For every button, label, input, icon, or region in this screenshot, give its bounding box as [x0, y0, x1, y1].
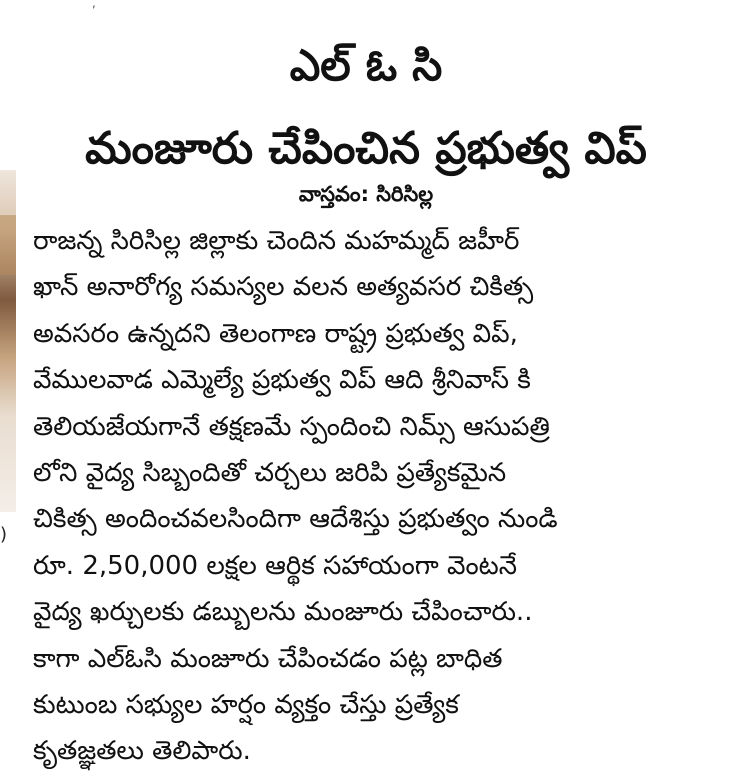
headline-line-2: మంజూరు చేపించిన ప్రభుత్వ విప్ [85, 123, 647, 174]
body-line: అవసరం ఉన్నదని తెలంగాణ రాష్ట్ర ప్రభుత్వ విప్, [33, 318, 518, 349]
body-line: కాగా ఎల్ఓసి మంజూరు చేపించడం పట్ల బాధిత [33, 643, 503, 674]
body-line: రూ. 2,50,000 లక్షల ఆర్థిక సహాయంగా వెంటనే [33, 550, 517, 581]
adjacent-photo-edge [0, 170, 16, 512]
article-body [33, 218, 673, 775]
body-line: ఖాన్ అనారోగ్య సమస్యల వలన అత్యవసర చికిత్స [33, 272, 534, 303]
body-line: వైద్య ఖర్చులకు డబ్బులను మంజూరు చేపించారు.. [33, 597, 533, 628]
body-line: కుటుంబ సభ్యుల హర్షం వ్యక్తం చేస్తు ప్రత్యేక [33, 689, 459, 720]
body-line: లోని వైద్య సిబ్బందితో చర్చలు జరిపి ప్రత్యేకమైన [33, 457, 507, 488]
adjacent-column-glyph: ) [0, 524, 8, 545]
body-line: కృతజ్ఞతలు తెలిపారు. [33, 736, 251, 767]
body-line: చికిత్స అందించవలసిందిగా ఆదేశిస్తు ప్రభుత్వం నుండి [33, 504, 558, 535]
body-line: వేములవాడ ఎమ్మెల్యే ప్రభుత్వ విప్ ఆది శ్రీనివాస్ కి [33, 365, 531, 396]
headline-line-1: ఎల్ ఓ సి [289, 41, 443, 91]
body-line: రాజన్న సిరిసిల్ల జిల్లాకు చెందిన మహమ్మద్ జహీర్ [33, 226, 520, 256]
top-edge-mark: , [92, 0, 96, 10]
dateline: వాస్తవం: సిరిసిల్ల [298, 182, 434, 206]
body-line: తెలియజేయగానే తక్షణమే స్పందించి నిమ్స్ ఆసుపత్రి [33, 411, 550, 442]
